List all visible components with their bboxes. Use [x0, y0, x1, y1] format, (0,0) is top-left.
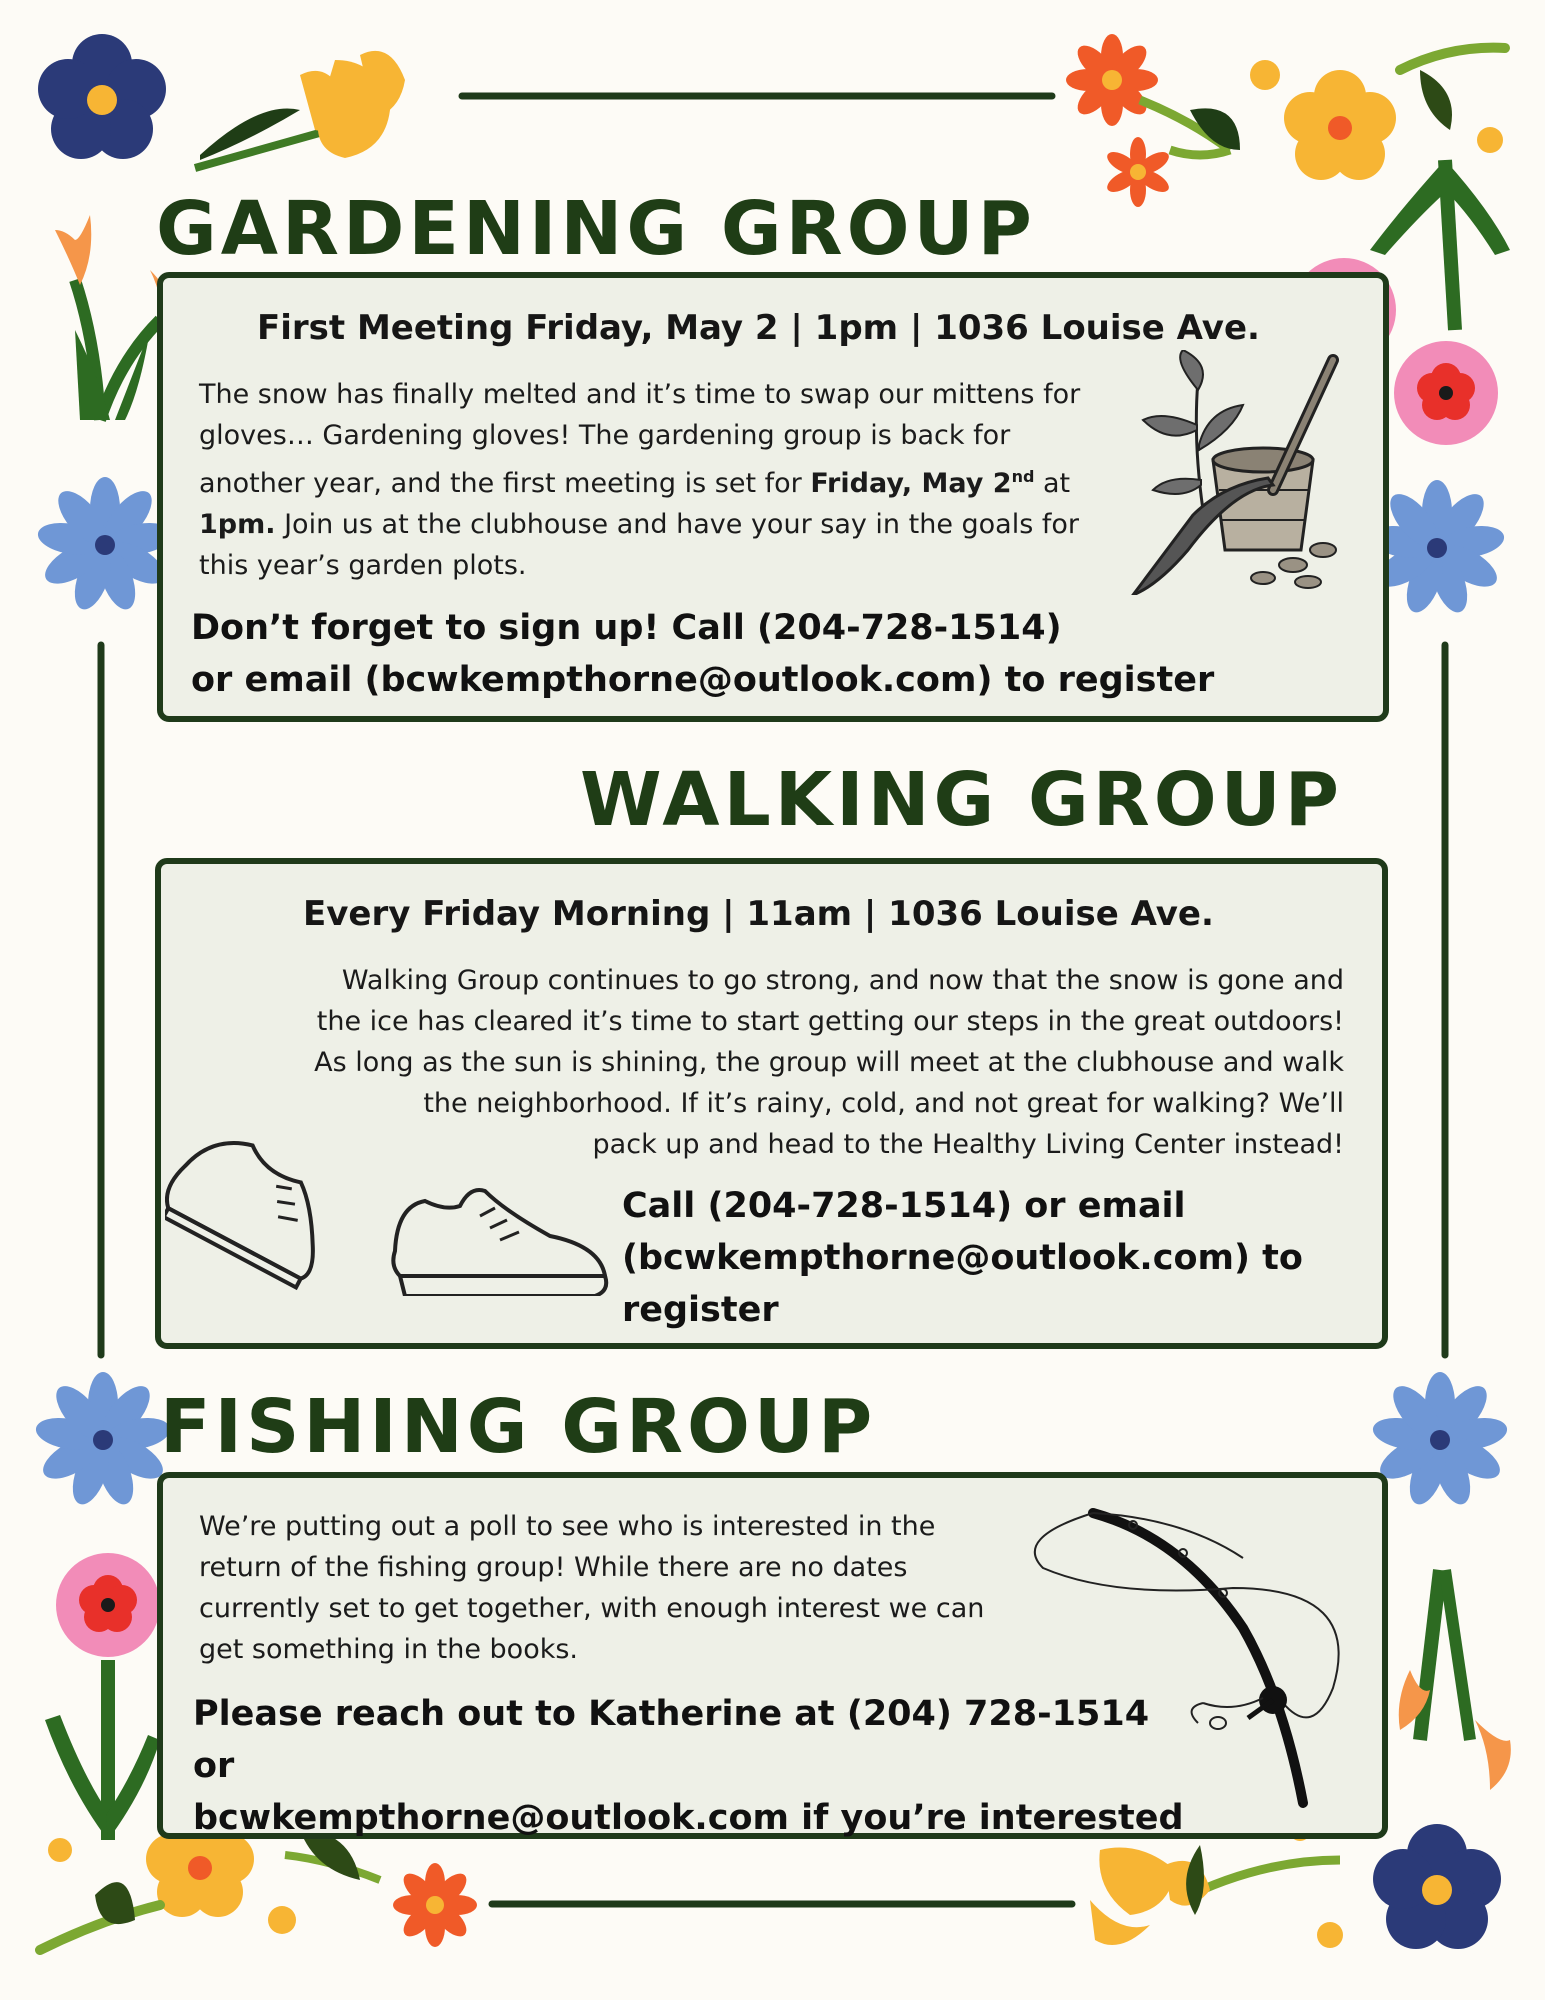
blue-daisy-icon — [35, 477, 174, 614]
gardening-card — [157, 272, 1389, 722]
orange-tulip-icon — [1399, 1570, 1511, 1790]
fishing-rod-icon — [1033, 1498, 1368, 1818]
walking-description: Walking Group continues to go strong, and now that the snow is gone and the ice has cleared it’s time to start getting our steps in the great outdoors! As long as the sun is shining, the group will meet at the clubhouse and walk the neighborhood. If it’s rainy, cold, and not great for walking? We’ll pack up and head to the Healthy Living Center instead! — [314, 965, 1344, 1160]
fishing-card — [157, 1472, 1388, 1839]
orange-daisy-icon — [1104, 137, 1173, 207]
green-plant-icon — [45, 1660, 160, 1840]
walking-meeting-details: Every Friday Morning | 11am | 1036 Louise Ave. — [303, 894, 1214, 934]
walking-card — [155, 858, 1388, 1349]
walking-signup-cta: Call (204-728-1514) or email (bcwkempthorne@outlook.com) to register — [622, 1186, 1303, 1330]
fishing-group-title: FISHING GROUP — [160, 1384, 877, 1470]
fishing-description: We’re putting out a poll to see who is interested in the return of the fishing group! While there are no dates currently set to get together, with enough interest we can get something in the books. — [199, 1511, 985, 1665]
pink-flower-icon — [56, 1553, 160, 1657]
yellow-tulip-icon — [195, 51, 405, 168]
gardening-description: The snow has finally melted and it’s time to swap our mittens for gloves… Gardening gloves! The gardening group is back for another year, and the first meeting is set for Friday, May 2nd at 1pm. Join us at the clubhouse and have your say in the goals for this year’s garden plots. — [199, 379, 1081, 581]
orange-daisy-icon — [393, 1863, 477, 1947]
navy-flower-icon — [1373, 1824, 1501, 1949]
blue-daisy-icon — [33, 1372, 172, 1509]
gardening-signup-cta: Don’t forget to sign up! Call (204-728-1514) or email (bcwkempthorne@outlook.com) to register — [191, 608, 1215, 700]
walking-group-title: WALKING GROUP — [580, 757, 1343, 843]
navy-flower-icon — [38, 34, 166, 159]
yellow-tulip-icon — [1090, 1845, 1340, 1945]
sneakers-icon — [165, 1096, 615, 1296]
gardening-group-title: GARDENING GROUP — [156, 186, 1036, 272]
trowel-and-plant-pot-icon — [1123, 350, 1348, 595]
blue-daisy-icon — [1370, 1372, 1509, 1509]
pink-flower-icon — [1394, 341, 1498, 445]
yellow-flower-icon — [1284, 70, 1396, 180]
gardening-meeting-details: First Meeting Friday, May 2 | 1pm | 1036 Louise Ave. — [257, 308, 1260, 348]
fishing-contact-cta: Please reach out to Katherine at (204) 728-1514 or bcwkempthorne@outlook.com if you’re interested — [193, 1694, 1184, 1838]
orange-daisy-icon — [1066, 34, 1158, 126]
